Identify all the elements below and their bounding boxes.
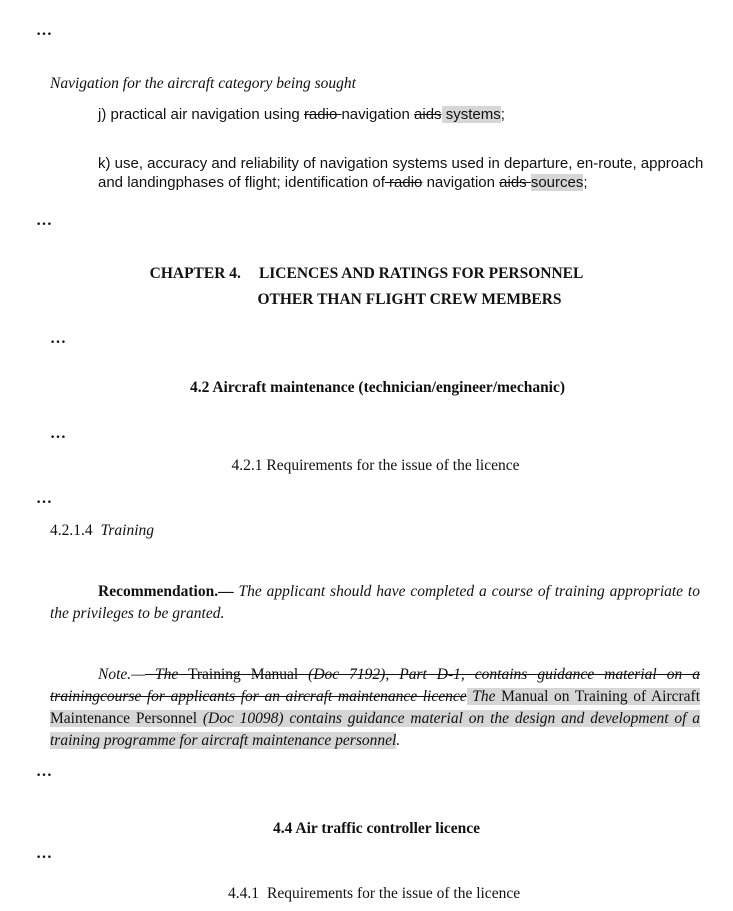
note-inserted-the: The <box>466 688 496 705</box>
note-period: . <box>396 732 401 749</box>
note-deleted-training-manual: Training Manual <box>178 666 299 683</box>
item-k-prefix: and landingphases of flight; identification of <box>98 174 385 191</box>
training-label: Training <box>100 522 155 539</box>
note-inserted-manual-title: Manual on Training of Aircraft Maintenance <box>50 688 700 727</box>
note-inserted-personnel: Personnel <box>130 710 198 727</box>
list-item-j <box>98 106 505 123</box>
recommendation-paragraph <box>50 581 700 625</box>
chapter-title-line2: OTHER THAN FLIGHT CREW MEMBERS <box>257 291 562 308</box>
item-j-suffix: ; <box>500 106 505 123</box>
item-k-suffix: ; <box>583 174 588 191</box>
section-4-4-1-number: 4.4.1 <box>228 885 259 902</box>
ellipsis-marker: … <box>36 22 54 39</box>
nav-heading: Navigation for the aircraft category being sought <box>50 75 356 92</box>
ellipsis-marker: … <box>50 330 68 347</box>
recommendation-text: The applicant should have completed a course of training appropriate to the privileges to be granted. <box>50 583 700 622</box>
note-inserted-doc-10098: (Doc 10098) contains guidance material on the design and development of a training programme <box>50 710 700 749</box>
note-deleted-doc-7192: (Doc 7192), Part D-1, contains guidance material on a trainingcourse for applicants for an aircraft maintenance licence <box>50 666 700 705</box>
item-j-mid: navigation <box>341 106 415 123</box>
note-paragraph <box>50 664 700 752</box>
item-k-deleted-radio: radio <box>384 174 423 191</box>
training-heading <box>50 522 154 540</box>
section-4-4-1-title <box>228 885 520 903</box>
ellipsis-marker: … <box>36 763 54 780</box>
training-number: 4.2.1.4 <box>50 522 93 539</box>
ellipsis-marker: … <box>50 425 68 442</box>
item-j-prefix: j) practical air navigation using <box>98 106 304 123</box>
section-4-2-1-title: 4.2.1 Requirements for the issue of the licence <box>231 457 520 474</box>
chapter-title: LICENCES AND RATINGS FOR PERSONNEL <box>258 265 584 282</box>
ellipsis-marker: … <box>36 490 54 507</box>
recommendation-label: Recommendation.— <box>98 583 234 600</box>
list-item-k-line2 <box>98 174 588 191</box>
item-j-deleted-aids: aids <box>414 106 442 123</box>
item-k-deleted-aids: aids <box>499 174 531 191</box>
note-deleted-the: The <box>144 666 179 683</box>
section-4-4-1-text: Requirements for the issue of the licence <box>267 885 521 902</box>
section-4-2-title: 4.2 Aircraft maintenance (technician/engineer/mechanic) <box>189 379 566 396</box>
item-k-mid: navigation <box>422 174 500 191</box>
ellipsis-marker: … <box>36 845 54 862</box>
list-item-k-line1: k) use, accuracy and reliability of navigation systems used in departure, en-route, approach <box>98 155 704 172</box>
item-j-deleted-radio: radio <box>303 106 342 123</box>
item-j-inserted-systems: systems <box>441 106 501 123</box>
ellipsis-marker: … <box>36 212 54 229</box>
section-4-4-title: 4.4 Air traffic controller licence <box>272 820 481 837</box>
note-label: Note.— <box>98 666 145 683</box>
item-k-inserted-sources: sources <box>530 174 584 191</box>
note-inserted-maintenance-personnel: for aircraft maintenance personnel <box>175 732 397 749</box>
chapter-number: CHAPTER 4. <box>149 265 241 282</box>
chapter-title-line1 <box>0 265 733 283</box>
